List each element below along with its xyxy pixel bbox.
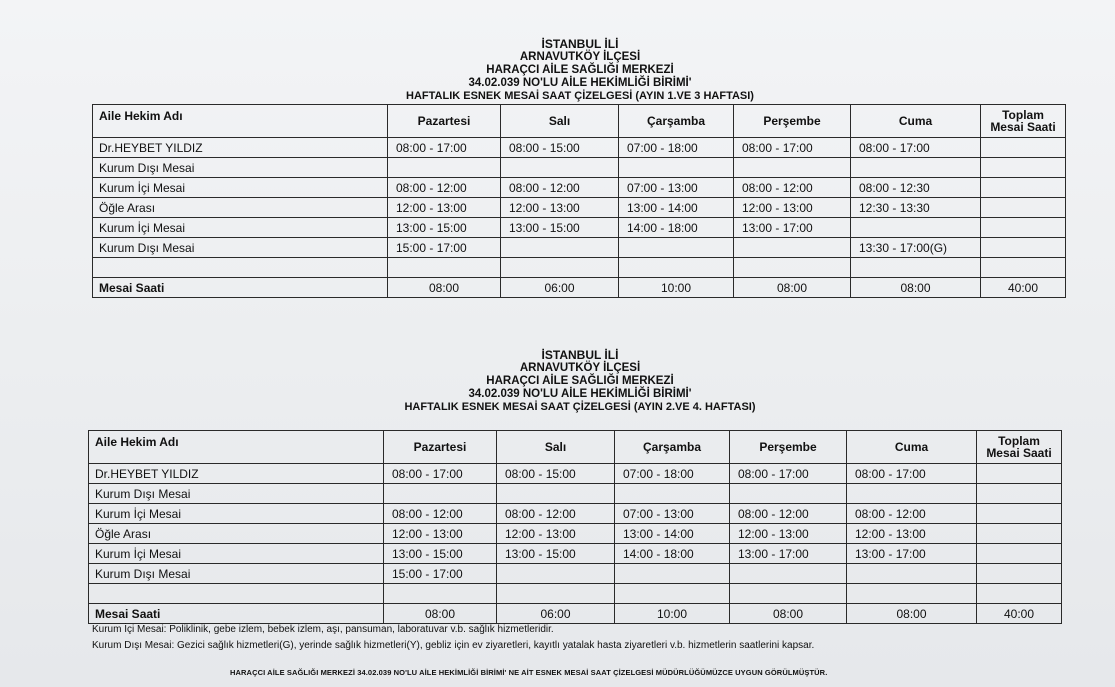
- hours-cell: 08:00: [734, 278, 851, 298]
- col-wednesday: Çarşamba: [619, 105, 734, 138]
- hours-cell: 40:00: [981, 278, 1066, 298]
- row-label: Kurum Dışı Mesai: [93, 158, 388, 178]
- time-cell: [734, 158, 851, 178]
- col-wednesday: Çarşamba: [615, 431, 730, 464]
- time-cell: 08:00 - 12:00: [734, 178, 851, 198]
- table-row: [93, 198, 1066, 218]
- time-cell: 08:00 - 17:00: [730, 464, 847, 484]
- time-cell: [384, 584, 497, 604]
- time-cell: [734, 238, 851, 258]
- table-header-row: [93, 105, 1066, 138]
- time-cell: [977, 524, 1062, 544]
- schedule-table-1: [92, 104, 1066, 298]
- time-cell: 08:00 - 17:00: [847, 464, 977, 484]
- table-row: [93, 178, 1066, 198]
- col-monday: Pazartesi: [388, 105, 501, 138]
- col-total-hours: [981, 105, 1066, 138]
- time-cell: [851, 258, 981, 278]
- header-center: HARAÇCI AİLE SAĞLIĞI MERKEZİ: [486, 64, 674, 76]
- row-label: Kurum İçi Mesai: [93, 218, 388, 238]
- time-cell: [730, 584, 847, 604]
- row-label: [89, 584, 384, 604]
- row-label: Kurum İçi Mesai: [89, 544, 384, 564]
- time-cell: [730, 564, 847, 584]
- table-row: [89, 464, 1062, 484]
- note-internal-hours: Kurum İçi Mesai: Poliklinik, gebe izlem, bebek izlem, aşı, pansuman, laboratuvar v.b. sağlık hizmetleridir.: [92, 624, 554, 635]
- time-cell: [619, 238, 734, 258]
- total-hours-row: [93, 278, 1066, 298]
- col-total-line1: Toplam: [1002, 108, 1044, 122]
- time-cell: [977, 464, 1062, 484]
- time-cell: [501, 258, 619, 278]
- approval-footer: HARAÇCI AİLE SAĞLIĞI MERKEZİ 34.02.039 NO'LU AİLE HEKİMLİĞİ BİRİMİ' NE AİT ESNEK MESAİ SAAT ÇİZELGESİ MÜDÜRLÜĞÜMÜZCE UYGUN GÖRÜLMÜŞTÜR.: [230, 668, 828, 677]
- time-cell: 08:00 - 12:00: [847, 504, 977, 524]
- time-cell: 08:00 - 17:00: [388, 138, 501, 158]
- time-cell: [977, 544, 1062, 564]
- row-label: Kurum İçi Mesai: [89, 504, 384, 524]
- time-cell: 13:00 - 15:00: [501, 218, 619, 238]
- time-cell: 07:00 - 13:00: [615, 504, 730, 524]
- time-cell: 08:00 - 15:00: [501, 138, 619, 158]
- time-cell: [981, 238, 1066, 258]
- schedule-table-2: [88, 430, 1062, 624]
- col-total-line1: Toplam: [998, 434, 1040, 448]
- time-cell: [847, 564, 977, 584]
- note-external-hours: Kurum Dışı Mesai: Gezici sağlık hizmetleri(G), yerinde sağlık hizmetleri(Y), gebliz için ev ziyaretleri, kayıtlı yatalak hasta ziyaretleri v.b. hizmetlerin saatlerini kapsar.: [92, 640, 815, 651]
- time-cell: 13:00 - 15:00: [497, 544, 615, 564]
- time-cell: [847, 584, 977, 604]
- hours-cell: 08:00: [388, 278, 501, 298]
- col-total-line2: Mesai Saati: [986, 446, 1052, 460]
- time-cell: [497, 484, 615, 504]
- time-cell: 14:00 - 18:00: [615, 544, 730, 564]
- table-row: [89, 544, 1062, 564]
- time-cell: [851, 158, 981, 178]
- time-cell: [497, 564, 615, 584]
- table-row: [93, 238, 1066, 258]
- row-label: Kurum Dışı Mesai: [89, 564, 384, 584]
- time-cell: [981, 178, 1066, 198]
- row-label: [93, 258, 388, 278]
- col-tuesday: Salı: [501, 105, 619, 138]
- schedule-body-1: [93, 138, 1066, 298]
- time-cell: 07:00 - 18:00: [615, 464, 730, 484]
- hours-label: Mesai Saati: [93, 278, 388, 298]
- col-physician-name: Aile Hekim Adı: [89, 431, 384, 464]
- time-cell: [977, 504, 1062, 524]
- hours-cell: 40:00: [977, 604, 1062, 624]
- col-thursday: Perşembe: [734, 105, 851, 138]
- row-label: Öğle Arası: [89, 524, 384, 544]
- col-friday: Cuma: [847, 431, 977, 464]
- time-cell: 08:00 - 17:00: [734, 138, 851, 158]
- table-row: [93, 258, 1066, 278]
- table-row: [89, 524, 1062, 544]
- time-cell: 13:00 - 15:00: [388, 218, 501, 238]
- time-cell: [384, 484, 497, 504]
- time-cell: 08:00 - 12:30: [851, 178, 981, 198]
- time-cell: [501, 238, 619, 258]
- time-cell: 13:00 - 17:00: [847, 544, 977, 564]
- time-cell: 13:00 - 17:00: [734, 218, 851, 238]
- row-label: Kurum Dışı Mesai: [89, 484, 384, 504]
- table-row: [89, 484, 1062, 504]
- time-cell: 15:00 - 17:00: [388, 238, 501, 258]
- table-row: [93, 138, 1066, 158]
- header-unit: 34.02.039 NO'LU AİLE HEKİMLİĞİ BİRİMİ': [468, 388, 692, 400]
- notes: [92, 622, 814, 654]
- table-row: [89, 564, 1062, 584]
- col-physician-name: Aile Hekim Adı: [93, 105, 388, 138]
- time-cell: [981, 198, 1066, 218]
- hours-label: Mesai Saati: [89, 604, 384, 624]
- time-cell: [619, 258, 734, 278]
- col-monday: Pazartesi: [384, 431, 497, 464]
- table-row: [93, 158, 1066, 178]
- time-cell: [615, 564, 730, 584]
- time-cell: 12:00 - 13:00: [501, 198, 619, 218]
- time-cell: [388, 158, 501, 178]
- time-cell: 13:30 - 17:00(G): [851, 238, 981, 258]
- time-cell: [619, 158, 734, 178]
- time-cell: [981, 158, 1066, 178]
- time-cell: 07:00 - 13:00: [619, 178, 734, 198]
- table-header-row: [89, 431, 1062, 464]
- header-province: İSTANBUL İLİ: [541, 348, 619, 362]
- table-row: [89, 504, 1062, 524]
- col-friday: Cuma: [851, 105, 981, 138]
- time-cell: [977, 564, 1062, 584]
- time-cell: 14:00 - 18:00: [619, 218, 734, 238]
- time-cell: [615, 484, 730, 504]
- time-cell: 08:00 - 12:00: [384, 504, 497, 524]
- schedule-body-2: [89, 464, 1062, 624]
- total-hours-row: [89, 604, 1062, 624]
- time-cell: 12:00 - 13:00: [730, 524, 847, 544]
- time-cell: 08:00 - 17:00: [851, 138, 981, 158]
- time-cell: [981, 138, 1066, 158]
- hours-cell: 08:00: [384, 604, 497, 624]
- header-schedule-title: HAFTALIK ESNEK MESAİ SAAT ÇİZELGESİ (AYIN 1.VE 3 HAFTASI): [406, 90, 754, 102]
- row-label: Öğle Arası: [93, 198, 388, 218]
- time-cell: 13:00 - 17:00: [730, 544, 847, 564]
- hours-cell: 08:00: [851, 278, 981, 298]
- time-cell: [981, 218, 1066, 238]
- time-cell: 12:00 - 13:00: [388, 198, 501, 218]
- row-label: Kurum Dışı Mesai: [93, 238, 388, 258]
- time-cell: [734, 258, 851, 278]
- time-cell: 08:00 - 12:00: [501, 178, 619, 198]
- schedule-header-1: [300, 38, 860, 103]
- hours-cell: 06:00: [501, 278, 619, 298]
- table-row: [89, 584, 1062, 604]
- hours-cell: 08:00: [730, 604, 847, 624]
- time-cell: 15:00 - 17:00: [384, 564, 497, 584]
- time-cell: [847, 484, 977, 504]
- row-label: Kurum İçi Mesai: [93, 178, 388, 198]
- time-cell: 08:00 - 15:00: [497, 464, 615, 484]
- col-total-hours: [977, 431, 1062, 464]
- time-cell: 08:00 - 12:00: [730, 504, 847, 524]
- col-thursday: Perşembe: [730, 431, 847, 464]
- schedule-header-2: [300, 349, 860, 414]
- table-row: [93, 218, 1066, 238]
- header-province: İSTANBUL İLİ: [541, 37, 619, 51]
- time-cell: 12:00 - 13:00: [734, 198, 851, 218]
- time-cell: 13:00 - 14:00: [615, 524, 730, 544]
- col-tuesday: Salı: [497, 431, 615, 464]
- time-cell: [497, 584, 615, 604]
- header-schedule-title: HAFTALIK ESNEK MESAİ SAAT ÇİZELGESİ (AYIN 2.VE 4. HAFTASI): [404, 401, 756, 413]
- time-cell: [977, 584, 1062, 604]
- time-cell: [730, 484, 847, 504]
- hours-cell: 08:00: [847, 604, 977, 624]
- row-label: Dr.HEYBET YILDIZ: [93, 138, 388, 158]
- time-cell: 08:00 - 12:00: [388, 178, 501, 198]
- col-total-line2: Mesai Saati: [990, 120, 1056, 134]
- hours-cell: 10:00: [619, 278, 734, 298]
- time-cell: [615, 584, 730, 604]
- hours-cell: 06:00: [497, 604, 615, 624]
- time-cell: 12:00 - 13:00: [497, 524, 615, 544]
- time-cell: 13:00 - 14:00: [619, 198, 734, 218]
- time-cell: 07:00 - 18:00: [619, 138, 734, 158]
- time-cell: [977, 484, 1062, 504]
- time-cell: [981, 258, 1066, 278]
- time-cell: 12:00 - 13:00: [384, 524, 497, 544]
- time-cell: 13:00 - 15:00: [384, 544, 497, 564]
- header-unit: 34.02.039 NO'LU AİLE HEKİMLİĞİ BİRİMİ': [468, 77, 692, 89]
- time-cell: [388, 258, 501, 278]
- hours-cell: 10:00: [615, 604, 730, 624]
- header-district: ARNAVUTKÖY İLÇESİ: [519, 362, 641, 374]
- row-label: Dr.HEYBET YILDIZ: [89, 464, 384, 484]
- time-cell: 08:00 - 17:00: [384, 464, 497, 484]
- header-center: HARAÇCI AİLE SAĞLIĞI MERKEZİ: [486, 375, 674, 387]
- time-cell: 12:00 - 13:00: [847, 524, 977, 544]
- header-district: ARNAVUTKÖY İLÇESİ: [519, 51, 641, 63]
- time-cell: [501, 158, 619, 178]
- time-cell: 12:30 - 13:30: [851, 198, 981, 218]
- time-cell: [851, 218, 981, 238]
- time-cell: 08:00 - 12:00: [497, 504, 615, 524]
